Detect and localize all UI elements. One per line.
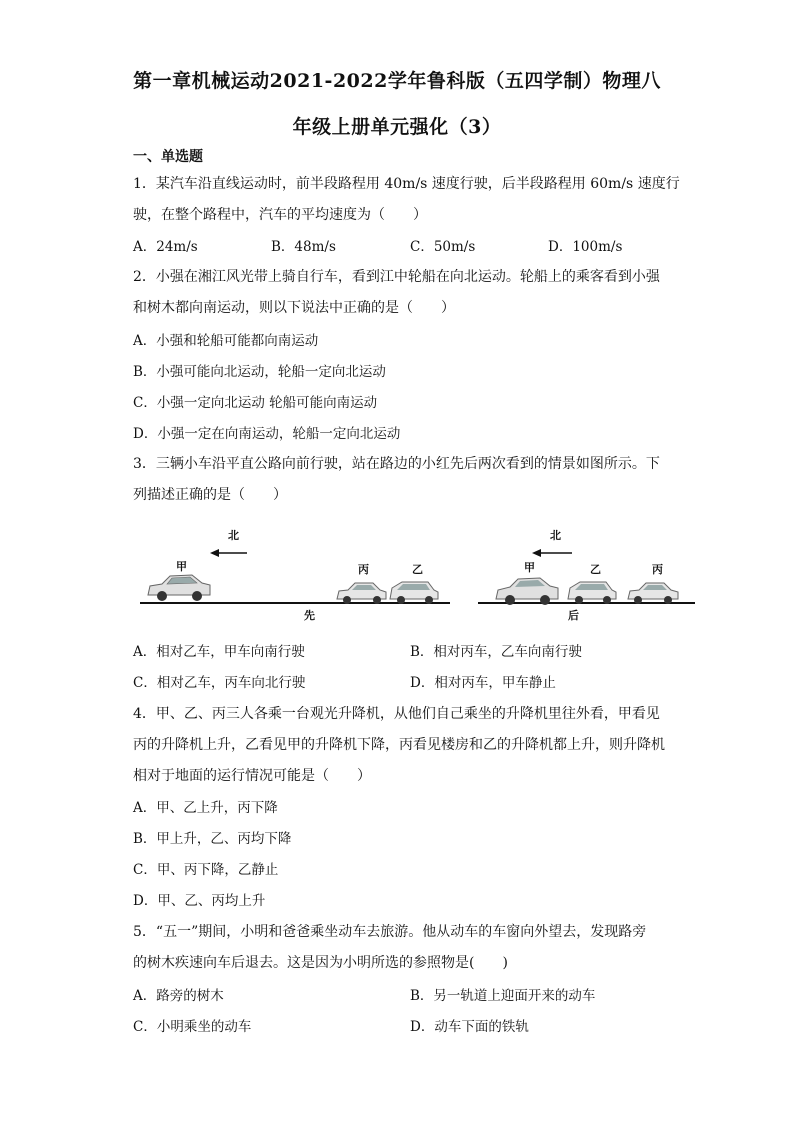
q3-option-c: C．相对乙车，丙车向北行驶 bbox=[133, 675, 306, 691]
q5-option-b: B．另一轨道上迎面开来的动车 bbox=[410, 988, 596, 1004]
car-bing-before bbox=[337, 583, 386, 604]
q5-option-d: D．动车下面的铁轨 bbox=[410, 1019, 529, 1035]
car-yi-label-before: 乙 bbox=[412, 563, 423, 576]
car-jia-after bbox=[496, 578, 558, 605]
q3-option-b: B．相对丙车，乙车向南行驶 bbox=[410, 644, 582, 660]
q4-stem-line-1: 4．甲、乙、丙三人各乘一台观光升降机，从他们自己乘坐的升降机里往外看，甲看见 bbox=[133, 706, 660, 722]
car-bing-label-after: 丙 bbox=[652, 563, 663, 576]
q5-option-a: A．路旁的树木 bbox=[133, 988, 224, 1004]
q1-option-a: A．24m/s bbox=[133, 239, 198, 255]
car-yi-label-after: 乙 bbox=[590, 563, 601, 576]
q1-stem-line-2: 驶，在整个路程中，汽车的平均速度为（ ） bbox=[133, 207, 427, 223]
scene-before bbox=[140, 529, 450, 622]
q1-option-b: B．48m/s bbox=[271, 239, 336, 255]
car-bing-label-before: 丙 bbox=[358, 563, 369, 576]
q3-stem-line-1: 3．三辆小车沿平直公路向前行驶，站在路边的小红先后两次看到的情景如图所示。下 bbox=[133, 456, 660, 472]
q4-stem-line-3: 相对于地面的运行情况可能是（ ） bbox=[133, 768, 371, 784]
q3-option-a: A．相对乙车，甲车向南行驶 bbox=[133, 644, 305, 660]
north-arrow-after bbox=[532, 549, 572, 557]
q5-option-c: C．小明乘坐的动车 bbox=[133, 1019, 252, 1035]
north-label-after: 北 bbox=[550, 529, 561, 542]
q1-option-d: D．100m/s bbox=[548, 239, 623, 255]
car-yi-after bbox=[568, 582, 616, 604]
title-line-2: 年级上册单元强化（3） bbox=[292, 116, 502, 138]
q3-stem-line-2: 列描述正确的是（ ） bbox=[133, 487, 287, 503]
q4-option-a: A．甲、乙上升，丙下降 bbox=[133, 800, 278, 816]
car-jia-before bbox=[148, 575, 210, 601]
north-label-before: 北 bbox=[228, 529, 239, 542]
car-bing-after bbox=[628, 583, 678, 604]
q2-option-c: C．小强一定向北运动 轮船可能向南运动 bbox=[133, 395, 378, 411]
car-jia-label-after: 甲 bbox=[524, 561, 535, 574]
q2-option-b: B．小强可能向北运动，轮船一定向北运动 bbox=[133, 364, 386, 380]
q2-stem-line-2: 和树木都向南运动，则以下说法中正确的是（ ） bbox=[133, 300, 455, 316]
q4-option-c: C．甲、丙下降，乙静止 bbox=[133, 862, 279, 878]
q2-option-d: D．小强一定在向南运动，轮船一定向北运动 bbox=[133, 426, 401, 442]
car-yi-before bbox=[390, 582, 438, 604]
q4-option-b: B．甲上升，乙、丙均下降 bbox=[133, 831, 292, 847]
title-line-1: 第一章机械运动2021-2022学年鲁科版（五四学制）物理八 bbox=[133, 70, 661, 92]
q4-option-d: D．甲、乙、丙均上升 bbox=[133, 893, 266, 909]
q4-stem-line-2: 丙的升降机上升，乙看见甲的升降机下降，丙看见楼房和乙的升降机都上升，则升降机 bbox=[133, 737, 665, 753]
q2-stem-line-1: 2．小强在湘江风光带上骑自行车，看到江中轮船在向北运动。轮船上的乘客看到小强 bbox=[133, 269, 660, 285]
before-label: 先 bbox=[304, 609, 315, 622]
q3-option-d: D．相对丙车，甲车静止 bbox=[410, 675, 556, 691]
car-jia-label-before: 甲 bbox=[176, 560, 187, 573]
q5-stem-line-2: 的树木疾速向车后退去。这是因为小明所选的参照物是( ) bbox=[133, 955, 508, 971]
q3-car-figure bbox=[140, 520, 695, 625]
q1-option-c: C．50m/s bbox=[410, 239, 476, 255]
after-label: 后 bbox=[568, 609, 579, 622]
scene-after bbox=[478, 529, 695, 622]
q2-option-a: A．小强和轮船可能都向南运动 bbox=[133, 333, 319, 349]
q5-stem-line-1: 5．“五一”期间，小明和爸爸乘坐动车去旅游。他从动车的车窗向外望去，发现路旁 bbox=[133, 924, 647, 940]
section-heading: 一、单选题 bbox=[133, 149, 203, 165]
north-arrow-before bbox=[210, 549, 247, 557]
q1-stem-line-1: 1．某汽车沿直线运动时，前半段路程用 40m/s 速度行驶，后半段路程用 60m/s 速度行 bbox=[133, 176, 680, 192]
